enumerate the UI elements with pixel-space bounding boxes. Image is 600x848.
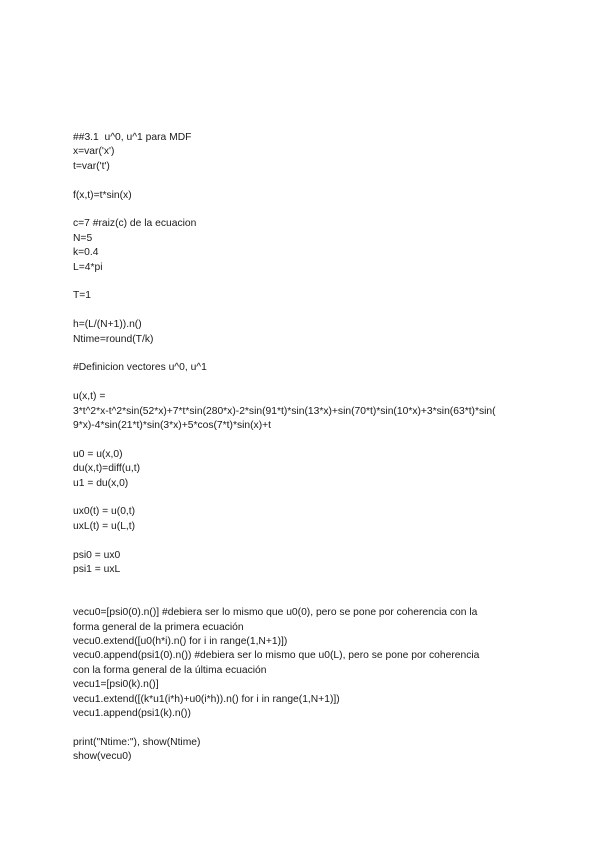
code-line: psi0 = ux0 bbox=[73, 549, 121, 561]
code-line: 9*x)-4*sin(21*t)*sin(3*x)+5*cos(7*t)*sin(x)+t bbox=[73, 420, 271, 432]
code-line: vecu1=[psi0(k).n()] bbox=[73, 679, 159, 691]
code-line bbox=[73, 376, 543, 390]
code-line bbox=[73, 203, 543, 217]
code-line: ##3.1 u^0, u^1 para MDF bbox=[73, 132, 192, 143]
code-line: N=5 bbox=[73, 232, 93, 244]
code-line: u(x,t) = bbox=[73, 391, 106, 403]
code-line: f(x,t)=t*sin(x) bbox=[73, 189, 132, 201]
code-line: vecu0.append(psi1(0).n()) #debiera ser lo mismo que u0(L), pero se pone por coherencia bbox=[73, 650, 480, 662]
code-line bbox=[73, 534, 543, 548]
code-line: show(vecu0) bbox=[73, 751, 132, 763]
code-line bbox=[73, 577, 543, 591]
code-line: vecu1.append(psi1(k).n()) bbox=[73, 708, 191, 720]
code-line: #Definicion vectores u^0, u^1 bbox=[73, 362, 207, 374]
code-line bbox=[73, 347, 543, 361]
code-line: print("Ntime:"), show(Ntime) bbox=[73, 736, 201, 748]
code-line bbox=[73, 304, 543, 318]
code-line: u1 = du(x,0) bbox=[73, 477, 129, 489]
code-line: vecu1.extend([(k*u1(i*h)+u0(i*h)).n() for i in range(1,N+1)]) bbox=[73, 693, 340, 705]
code-line: con la forma general de la última ecuación bbox=[73, 664, 267, 676]
code-line: vecu0.extend([u0(h*i).n() for i in range(1,N+1)]) bbox=[73, 636, 288, 648]
code-line: c=7 #raiz(c) de la ecuacion bbox=[73, 218, 197, 230]
code-line: x=var('x') bbox=[73, 146, 115, 158]
code-line: vecu0=[psi0(0).n()] #debiera ser lo mismo que u0(0), pero se pone por coherencia con la bbox=[73, 607, 478, 619]
code-line: t=var('t') bbox=[73, 160, 110, 172]
code-line: uxL(t) = u(L,t) bbox=[73, 520, 136, 532]
code-line bbox=[73, 491, 543, 505]
code-line bbox=[73, 174, 543, 188]
code-line: forma general de la primera ecuación bbox=[73, 621, 244, 633]
code-line bbox=[73, 275, 543, 289]
code-block bbox=[73, 131, 543, 765]
code-line bbox=[73, 592, 543, 606]
code-line: u0 = u(x,0) bbox=[73, 448, 123, 460]
code-line: k=0.4 bbox=[73, 247, 99, 259]
code-line: T=1 bbox=[73, 290, 92, 302]
code-line: L=4*pi bbox=[73, 261, 103, 273]
code-line: 3*t^2*x-t^2*sin(52*x)+7*t*sin(280*x)-2*sin(91*t)*sin(13*x)+sin(70*t)*sin(10*x)+3*sin(63*t)*sin( bbox=[73, 405, 496, 417]
code-line bbox=[73, 721, 543, 735]
code-line: Ntime=round(T/k) bbox=[73, 333, 154, 345]
code-line bbox=[73, 433, 543, 447]
code-line: du(x,t)=diff(u,t) bbox=[73, 463, 141, 475]
code-line: psi1 = uxL bbox=[73, 564, 121, 576]
code-line: h=(L/(N+1)).n() bbox=[73, 319, 142, 331]
code-line: ux0(t) = u(0,t) bbox=[73, 506, 136, 518]
